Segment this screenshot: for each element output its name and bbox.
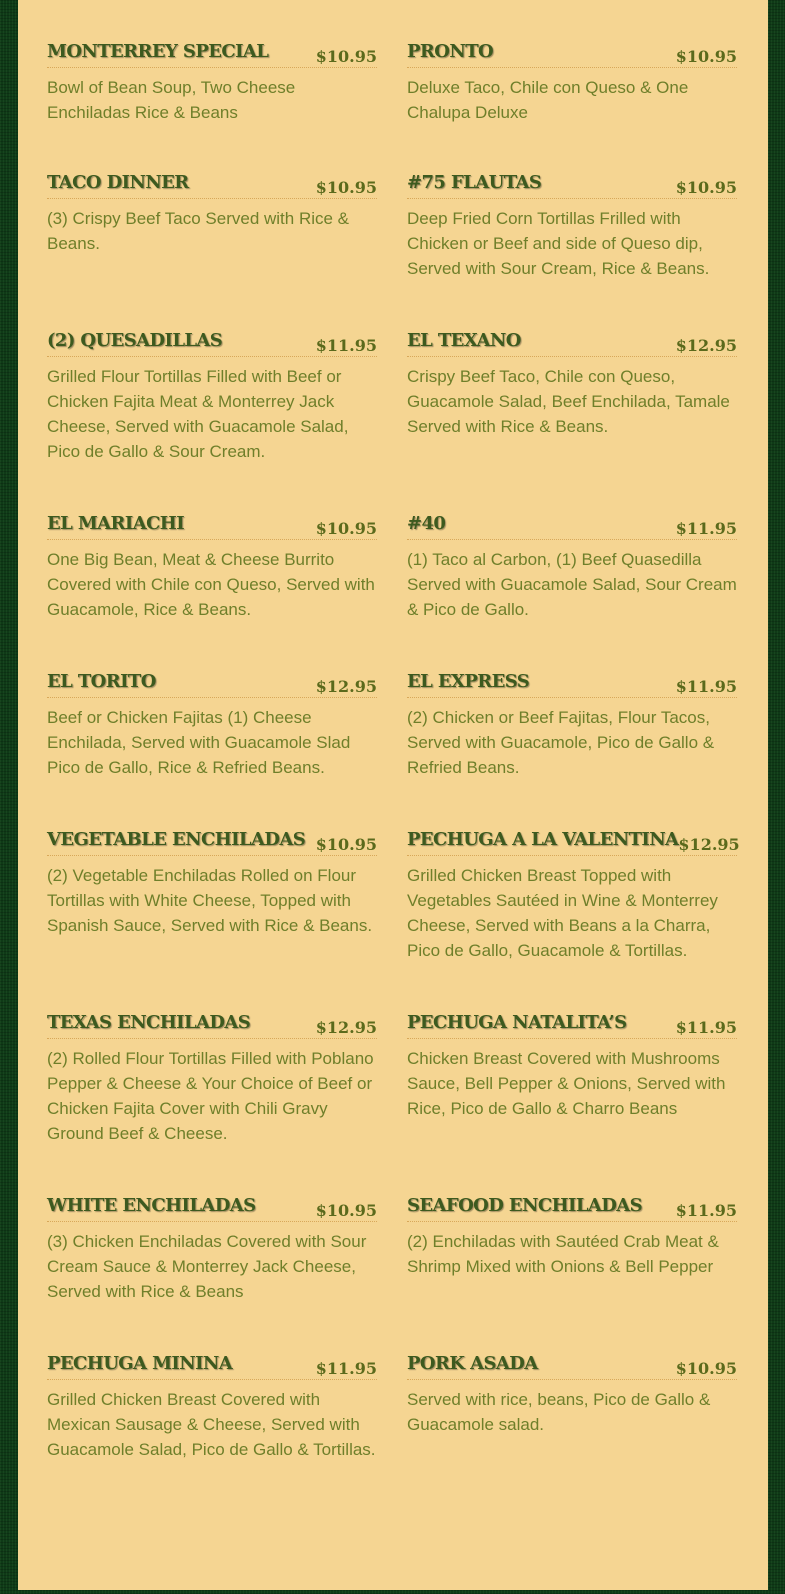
menu-item-description: Grilled Chicken Breast Covered with Mexican Sausage & Cheese, Served with Guacamole Salad, Pico de Gallo & Tortillas.: [47, 1390, 376, 1459]
menu-item-header: [407, 169, 737, 199]
menu-item-description: Bowl of Bean Soup, Two Cheese Enchiladas Rice & Beans: [47, 78, 296, 122]
menu-item-header: [47, 1192, 377, 1222]
menu-item-description: Deluxe Taco, Chile con Queso & One Chalupa Deluxe: [407, 78, 689, 122]
menu-item-name: PECHUGA NATALITA’S: [407, 1012, 627, 1033]
menu-item-price: $11.95: [675, 677, 737, 696]
menu-item-description: Deep Fried Corn Tortillas Frilled with Chicken or Beef and side of Queso dip, Served with Sour Cream, Rice & Beans.: [407, 209, 710, 278]
menu-item-price: $11.95: [675, 1201, 737, 1220]
menu-item-name: PECHUGA A LA VALENTINA: [407, 829, 679, 850]
menu-item-header: [47, 1350, 377, 1380]
menu-item-description: Crispy Beef Taco, Chile con Queso, Guacamole Salad, Beef Enchilada, Tamale Served with Rice & Beans.: [407, 367, 730, 436]
menu-item-header: [407, 826, 740, 856]
menu-item-header: [407, 1350, 737, 1380]
menu-item-price: $11.95: [315, 336, 377, 355]
menu-item-name: SEAFOOD ENCHILADAS: [407, 1195, 643, 1216]
menu-item-el-express: [407, 668, 737, 826]
menu-item-el-torito: [47, 668, 377, 826]
menu-item-name: #40: [407, 513, 446, 534]
menu-item-description: (2) Chicken or Beef Fajitas, Flour Tacos, Served with Guacamole, Pico de Gallo & Refried Beans.: [407, 708, 715, 777]
menu-item-75-flautas: [407, 169, 737, 327]
menu-item-description: One Big Bean, Meat & Cheese Burrito Covered with Chile con Queso, Served with Guacamole, Rice & Beans.: [47, 550, 375, 619]
menu-grid: [47, 38, 740, 1500]
menu-item-name: TACO DINNER: [47, 172, 189, 193]
menu-item-description: Beef or Chicken Fajitas (1) Cheese Enchilada, Served with Guacamole Slad Pico de Gallo, Rice & Refried Beans.: [47, 708, 351, 777]
menu-item-name: EL TEXANO: [407, 330, 521, 351]
menu-item-price: $12.95: [678, 835, 740, 854]
menu-item-header: [407, 38, 737, 68]
menu-item-el-texano: [407, 327, 737, 510]
menu-item-el-mariachi: [47, 510, 377, 668]
menu-item-header: [407, 327, 737, 357]
menu-item-price: $10.95: [315, 519, 377, 538]
menu-item-price: $10.95: [675, 47, 737, 66]
menu-item-description: (2) Rolled Flour Tortillas Filled with Poblano Pepper & Cheese & Your Choice of Beef or Chicken Fajita Cover with Chili Gravy Ground Beef & Cheese.: [47, 1049, 374, 1143]
menu-item-price: $11.95: [315, 1359, 377, 1378]
menu-item-name: PECHUGA MININA: [47, 1353, 233, 1374]
menu-item-header: [47, 1009, 377, 1039]
menu-item-header: [407, 510, 737, 540]
menu-item-name: (2) QUESADILLAS: [47, 330, 223, 351]
menu-item-price: $12.95: [315, 1018, 377, 1037]
menu-item-40: [407, 510, 737, 668]
menu-item-description: (1) Taco al Carbon, (1) Beef Quasedilla Served with Guacamole Salad, Sour Cream & Pico de Gallo.: [407, 550, 737, 619]
menu-item-name: WHITE ENCHILADAS: [47, 1195, 256, 1216]
menu-item-header: [407, 1009, 737, 1039]
menu-item-pechuga-natalitas: [407, 1009, 737, 1192]
menu-item-price: $10.95: [315, 835, 377, 854]
menu-item-description: Grilled Flour Tortillas Filled with Beef or Chicken Fajita Meat & Monterrey Jack Cheese, Served with Guacamole Salad, Pico de Gallo & Sour Cream.: [47, 367, 349, 461]
menu-item-white-enchiladas: [47, 1192, 377, 1350]
menu-item-price: $11.95: [675, 519, 737, 538]
menu-item-name: EL TORITO: [47, 671, 156, 692]
menu-item-header: [47, 826, 377, 856]
menu-item-description: Chicken Breast Covered with Mushrooms Sauce, Bell Pepper & Onions, Served with Rice, Pico de Gallo & Charro Beans: [407, 1049, 726, 1118]
menu-item-description: (3) Crispy Beef Taco Served with Rice & Beans.: [47, 209, 350, 253]
menu-item-header: [407, 1192, 737, 1222]
menu-item-name: PORK ASADA: [407, 1353, 538, 1374]
menu-item-price: $10.95: [315, 178, 377, 197]
menu-item-name: MONTERREY SPECIAL: [47, 41, 269, 62]
menu-item-description: (2) Enchiladas with Sautéed Crab Meat & Shrimp Mixed with Onions & Bell Pepper: [407, 1232, 719, 1276]
menu-item-header: [407, 668, 737, 698]
menu-item-description: Served with rice, beans, Pico de Gallo & Guacamole salad.: [407, 1390, 711, 1434]
menu-item-pechuga-a-la-valentina: [407, 826, 740, 1009]
menu-item-name: VEGETABLE ENCHILADAS: [47, 829, 306, 850]
menu-item-description: (2) Vegetable Enchiladas Rolled on Flour Tortillas with White Cheese, Topped with Spanish Sauce, Served with Rice & Beans.: [47, 866, 373, 935]
menu-item-description: (3) Chicken Enchiladas Covered with Sour Cream Sauce & Monterrey Jack Cheese, Served with Rice & Beans: [47, 1232, 367, 1301]
menu-item-name: PRONTO: [407, 41, 494, 62]
menu-item-name: TEXAS ENCHILADAS: [47, 1012, 251, 1033]
menu-item-name: EL EXPRESS: [407, 671, 530, 692]
menu-panel: [18, 0, 768, 1590]
menu-item-monterrey-special: [47, 38, 377, 169]
menu-item-price: $11.95: [675, 1018, 737, 1037]
menu-item-price: $10.95: [315, 1201, 377, 1220]
menu-item-pechuga-minina: [47, 1350, 377, 1500]
menu-item-pronto: [407, 38, 737, 169]
menu-item-taco-dinner: [47, 169, 377, 327]
menu-item-price: $10.95: [675, 178, 737, 197]
menu-item-texas-enchiladas: [47, 1009, 377, 1192]
menu-item-price: $10.95: [675, 1359, 737, 1378]
menu-item-description: Grilled Chicken Breast Topped with Vegetables Sautéed in Wine & Monterrey Cheese, Served with Beans a la Charra, Pico de Gallo, Guacamole & Tortillas.: [407, 866, 718, 960]
menu-item-name: #75 FLAUTAS: [407, 172, 542, 193]
menu-item-header: [47, 668, 377, 698]
menu-item-name: EL MARIACHI: [47, 513, 185, 534]
menu-item-pork-asada: [407, 1350, 737, 1500]
menu-item-vegetable-enchiladas: [47, 826, 377, 1009]
menu-item-seafood-enchiladas: [407, 1192, 737, 1350]
menu-item-header: [47, 38, 377, 68]
menu-item-price: $10.95: [315, 47, 377, 66]
menu-item-quesadillas: [47, 327, 377, 510]
menu-item-price: $12.95: [675, 336, 737, 355]
menu-item-price: $12.95: [315, 677, 377, 696]
menu-item-header: [47, 169, 377, 199]
menu-item-header: [47, 327, 377, 357]
menu-item-header: [47, 510, 377, 540]
